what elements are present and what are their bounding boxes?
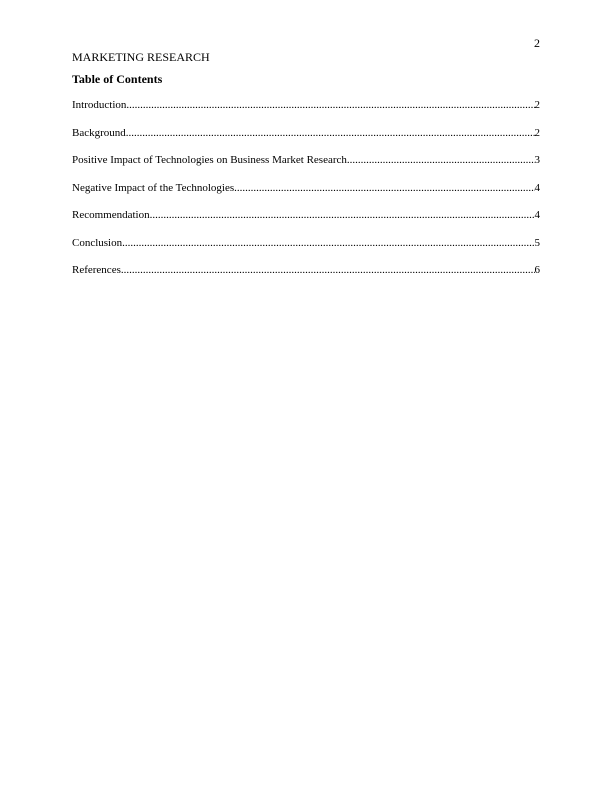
- toc-entry-label: References: [72, 264, 121, 276]
- dot-leader: [234, 181, 534, 195]
- toc-entry-references[interactable]: [72, 263, 540, 291]
- toc-entry-page: 4: [534, 209, 540, 221]
- dot-leader: [126, 126, 535, 140]
- toc-title: Table of Contents: [72, 72, 163, 86]
- toc-entry-introduction[interactable]: [72, 98, 540, 126]
- toc-entry-conclusion[interactable]: [72, 236, 540, 264]
- toc-entry-page: 3: [534, 154, 540, 166]
- page-number: 2: [534, 36, 540, 50]
- dot-leader: [347, 153, 535, 167]
- dot-leader: [126, 98, 534, 112]
- dot-leader: [122, 236, 534, 250]
- toc-entry-background[interactable]: [72, 126, 540, 154]
- dot-leader: [150, 208, 535, 222]
- toc-entry-positive-impact[interactable]: [72, 153, 540, 181]
- dot-leader: [121, 263, 535, 277]
- toc-entry-label: Introduction: [72, 99, 127, 111]
- toc-entry-label: Recommendation: [72, 209, 150, 221]
- toc-entry-page: 5: [534, 236, 540, 249]
- toc-entry-page: 2: [534, 126, 540, 139]
- toc-entry-page: 4: [534, 181, 540, 194]
- toc-entry-label: Conclusion: [72, 236, 123, 249]
- toc-entry-label: Background: [72, 126, 126, 139]
- toc-entry-label: Negative Impact of the Technologies: [72, 181, 235, 194]
- toc-entry-page: 2: [534, 99, 540, 111]
- table-of-contents: [72, 98, 540, 291]
- toc-entry-page: 6: [534, 264, 540, 276]
- toc-entry-label: Positive Impact of Technologies on Business Market Research: [72, 154, 347, 166]
- running-head: MARKETING RESEARCH: [72, 50, 210, 64]
- toc-entry-negative-impact[interactable]: [72, 181, 540, 209]
- toc-entry-recommendation[interactable]: [72, 208, 540, 236]
